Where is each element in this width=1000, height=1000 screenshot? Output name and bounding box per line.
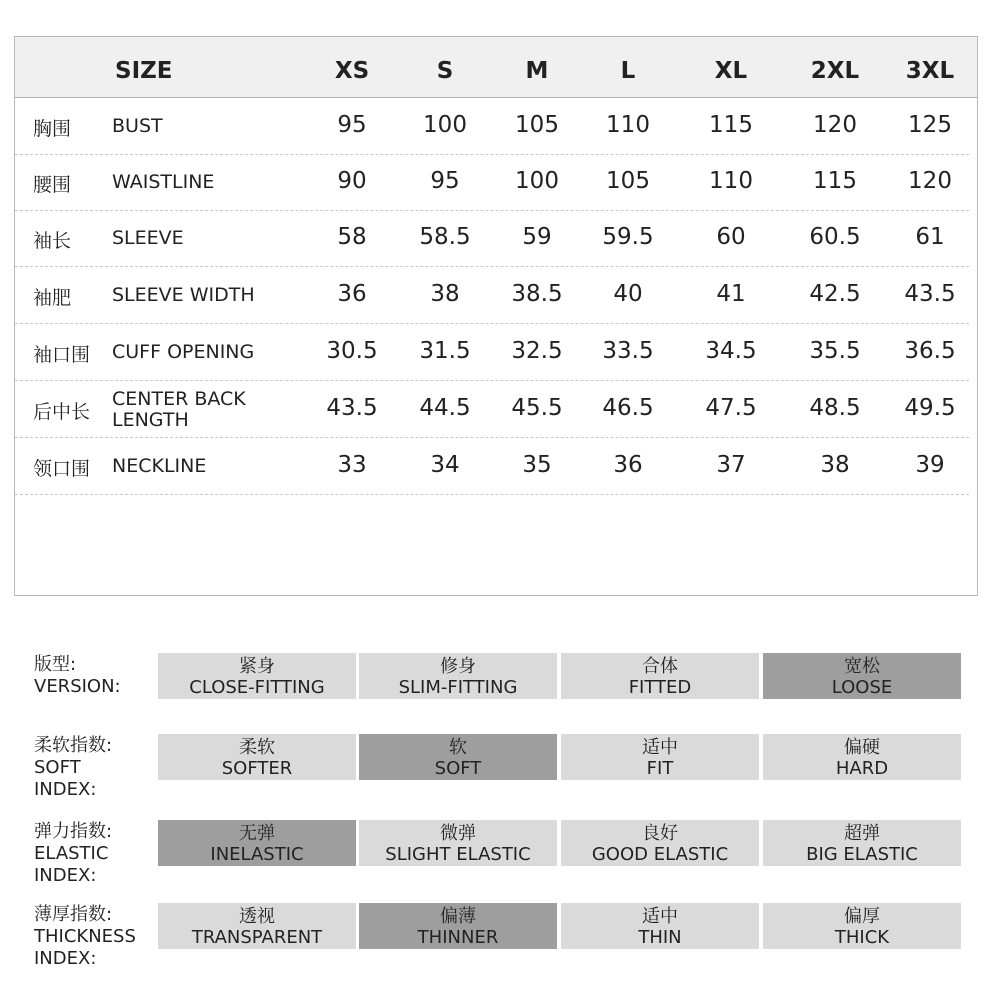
option-label-cn: 适中	[642, 906, 678, 927]
table-row	[15, 266, 969, 324]
table-cell: 58	[337, 223, 367, 250]
attribute-option	[763, 903, 961, 949]
option-label-cn: 紧身	[239, 656, 275, 677]
row-label-cn: 袖肥	[33, 286, 72, 309]
table-cell: 33	[337, 451, 367, 478]
option-label-cn: 软	[449, 737, 467, 758]
attribute-option-selected	[359, 734, 557, 780]
attribute-option	[359, 820, 557, 866]
table-cell: 105	[606, 167, 650, 194]
attribute-option	[561, 653, 759, 699]
option-label-cn: 柔软	[239, 737, 275, 758]
row-label-cn: 腰围	[33, 173, 72, 196]
table-cell: 49.5	[904, 394, 956, 421]
size-header-xl: XL	[714, 58, 748, 84]
table-cell: 60.5	[809, 223, 861, 250]
table-cell: 115	[709, 111, 753, 138]
attribute-option	[158, 903, 356, 949]
attribute-option	[158, 653, 356, 699]
row-label-en: CENTER BACK LENGTH	[112, 387, 246, 431]
option-label-en: FITTED	[628, 677, 692, 698]
table-cell: 34	[430, 451, 460, 478]
table-cell: 90	[337, 167, 367, 194]
option-label-cn: 无弹	[239, 823, 275, 844]
attribute-label: 版型: VERSION:	[34, 654, 121, 697]
table-cell: 110	[606, 111, 650, 138]
option-label-cn: 宽松	[844, 656, 880, 677]
attribute-option-selected	[359, 903, 557, 949]
option-label-en: THICK	[834, 927, 890, 948]
table-cell: 39	[915, 451, 945, 478]
table-row	[15, 97, 969, 155]
attribute-option-selected	[763, 653, 961, 699]
table-cell: 95	[337, 111, 367, 138]
option-label-cn: 超弹	[844, 823, 880, 844]
option-label-cn: 合体	[642, 656, 678, 677]
table-cell: 31.5	[419, 337, 471, 364]
attribute-option	[561, 903, 759, 949]
attribute-option	[763, 820, 961, 866]
table-cell: 35	[522, 451, 552, 478]
attribute-option	[359, 653, 557, 699]
row-label-cn: 袖长	[33, 229, 72, 252]
attribute-label: 弹力指数: ELASTIC INDEX:	[34, 821, 113, 886]
attribute-option	[158, 734, 356, 780]
attribute-option-selected	[158, 820, 356, 866]
table-cell: 125	[908, 111, 952, 138]
option-label-cn: 微弹	[440, 823, 476, 844]
option-label-en: SLIGHT ELASTIC	[385, 844, 531, 865]
table-cell: 38.5	[511, 280, 563, 307]
table-row	[15, 380, 969, 438]
table-cell: 30.5	[326, 337, 378, 364]
attribute-option	[561, 734, 759, 780]
row-label-en: SLEEVE WIDTH	[112, 284, 255, 306]
table-cell: 95	[430, 167, 460, 194]
table-cell: 36	[337, 280, 367, 307]
table-cell: 59.5	[602, 223, 654, 250]
option-label-en: THIN	[638, 927, 682, 948]
table-cell: 48.5	[809, 394, 861, 421]
option-label-cn: 良好	[642, 823, 678, 844]
size-header-2xl: 2XL	[810, 58, 860, 84]
attribute-label: 柔软指数: SOFT INDEX:	[34, 735, 113, 800]
option-label-en: GOOD ELASTIC	[591, 844, 729, 865]
option-label-en: LOOSE	[831, 677, 893, 698]
option-label-en: CLOSE-FITTING	[189, 677, 325, 698]
table-cell: 36.5	[904, 337, 956, 364]
table-cell: 100	[515, 167, 559, 194]
option-label-cn: 透视	[239, 906, 275, 927]
option-label-en: HARD	[835, 758, 889, 779]
size-chart-table	[14, 36, 978, 596]
table-cell: 34.5	[705, 337, 757, 364]
option-label-cn: 偏薄	[440, 906, 476, 927]
size-header-xs: XS	[334, 58, 370, 84]
attribute-option	[561, 820, 759, 866]
table-row	[15, 209, 969, 267]
attribute-label: 薄厚指数: THICKNESS INDEX:	[34, 904, 136, 969]
table-cell: 58.5	[419, 223, 471, 250]
table-cell: 41	[716, 280, 746, 307]
option-label-en: INELASTIC	[210, 844, 304, 865]
table-cell: 37	[716, 451, 746, 478]
row-label-cn: 袖口围	[33, 343, 91, 366]
size-table-header	[15, 37, 977, 98]
table-cell: 43.5	[326, 394, 378, 421]
option-label-en: FIT	[646, 758, 674, 779]
row-label-cn: 后中长	[33, 400, 91, 423]
row-label-cn: 领口围	[33, 457, 91, 480]
table-cell: 36	[613, 451, 643, 478]
row-label-en: CUFF OPENING	[112, 341, 255, 363]
option-label-en: SLIM-FITTING	[398, 677, 518, 698]
table-cell: 60	[716, 223, 746, 250]
option-label-en: SOFT	[434, 758, 482, 779]
size-header-s: S	[436, 58, 454, 84]
table-cell: 100	[423, 111, 467, 138]
option-label-cn: 适中	[642, 737, 678, 758]
option-label-en: SOFTER	[221, 758, 293, 779]
option-label-cn: 修身	[440, 656, 476, 677]
table-cell: 44.5	[419, 394, 471, 421]
attribute-option	[763, 734, 961, 780]
option-label-en: BIG ELASTIC	[806, 844, 918, 865]
table-cell: 120	[813, 111, 857, 138]
table-cell: 40	[613, 280, 643, 307]
table-cell: 38	[430, 280, 460, 307]
table-cell: 43.5	[904, 280, 956, 307]
table-cell: 61	[915, 223, 945, 250]
table-cell: 38	[820, 451, 850, 478]
table-cell: 105	[515, 111, 559, 138]
table-cell: 35.5	[809, 337, 861, 364]
option-label-en: THINNER	[417, 927, 499, 948]
table-cell: 32.5	[511, 337, 563, 364]
option-label-cn: 偏厚	[844, 906, 880, 927]
option-label-en: TRANSPARENT	[191, 927, 323, 948]
table-cell: 47.5	[705, 394, 757, 421]
row-label-en: BUST	[112, 115, 163, 137]
table-cell: 45.5	[511, 394, 563, 421]
size-header-3xl: 3XL	[905, 58, 955, 84]
row-label-cn: 胸围	[33, 117, 72, 140]
size-header-l: L	[620, 58, 636, 84]
table-cell: 42.5	[809, 280, 861, 307]
size-header-m: M	[525, 58, 549, 84]
option-label-cn: 偏硬	[844, 737, 880, 758]
table-cell: 110	[709, 167, 753, 194]
table-cell: 115	[813, 167, 857, 194]
row-label-en: SLEEVE	[112, 227, 184, 249]
table-cell: 33.5	[602, 337, 654, 364]
table-row	[15, 323, 969, 381]
row-label-en: NECKLINE	[112, 455, 207, 477]
table-cell: 59	[522, 223, 552, 250]
table-row	[15, 153, 969, 211]
table-cell: 46.5	[602, 394, 654, 421]
table-cell: 120	[908, 167, 952, 194]
table-row	[15, 437, 969, 495]
size-header-label: SIZE	[115, 58, 173, 84]
row-label-en: WAISTLINE	[112, 171, 215, 193]
